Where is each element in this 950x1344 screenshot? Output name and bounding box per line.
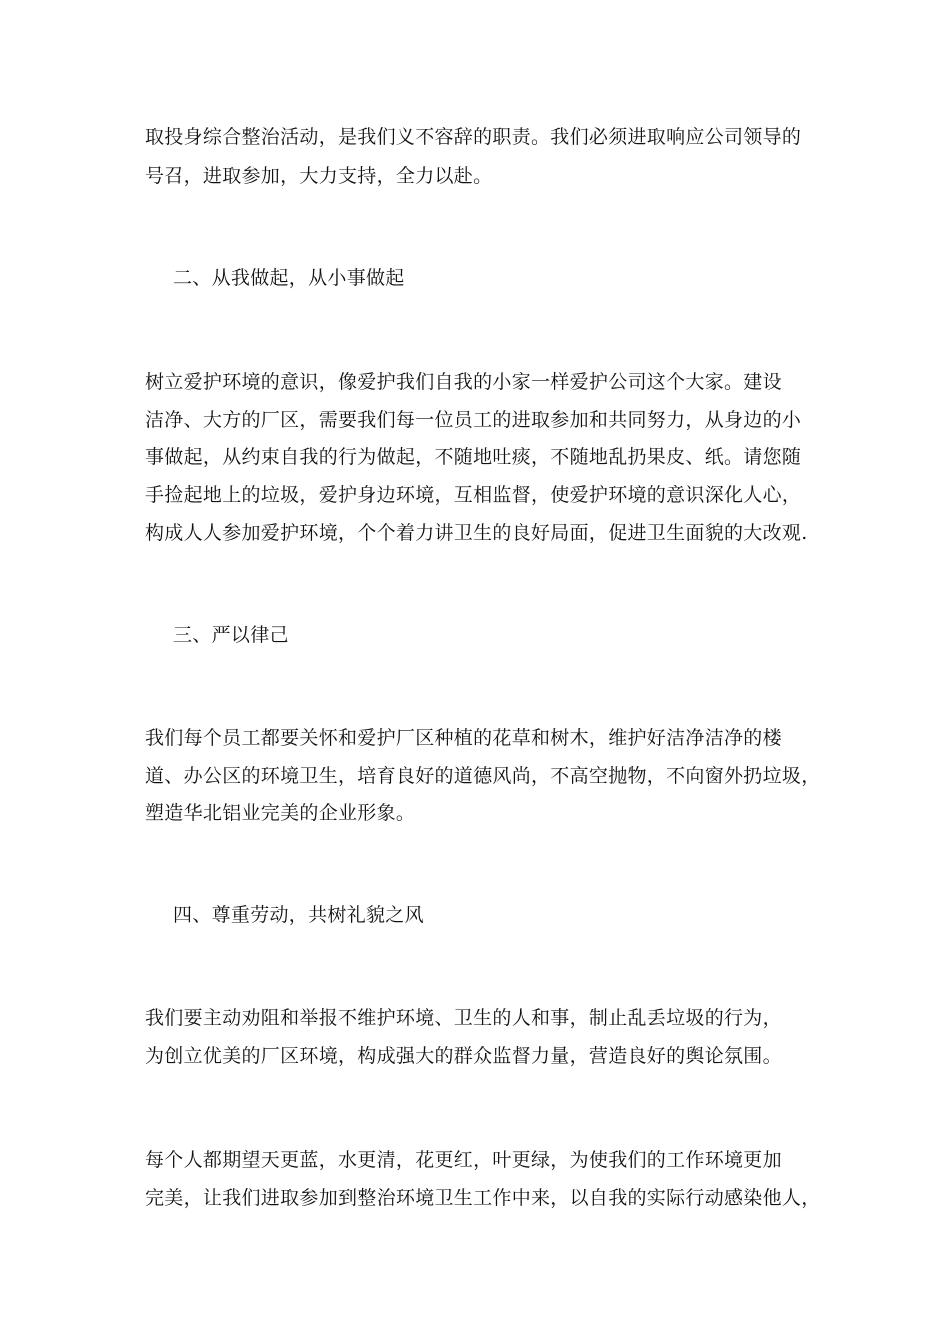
paragraph-5-line-2: 完美，让我们进取参加到整治环境卫生工作中来，以自我的实际行动感染他人， xyxy=(145,1187,821,1209)
paragraph-2-line-4: 手捡起地上的垃圾，爱护身边环境，互相监督，使爱护环境的意识深化人心， xyxy=(145,484,802,506)
paragraph-3-line-1: 我们每个员工都要关怀和爱护厂区种植的花草和树木，维护好洁净洁净的楼 xyxy=(145,727,782,749)
paragraph-1-line-1: 取投身综合整治活动，是我们义不容辞的职责。我们必须进取响应公司领导的 xyxy=(145,126,802,148)
paragraph-4-line-2: 为创立优美的厂区环境，构成强大的群众监督力量，营造良好的舆论氛围。 xyxy=(145,1045,782,1067)
paragraph-2-line-1: 树立爱护环境的意识，像爱护我们自我的小家一样爱护公司这个大家。建设 xyxy=(145,371,782,393)
section-heading-4: 四、尊重劳动，共树礼貌之风 xyxy=(173,904,424,926)
paragraph-1-line-2: 号召，进取参加，大力支持，全力以赴。 xyxy=(145,165,493,187)
paragraph-3-line-2: 道、办公区的环境卫生，培育良好的道德风尚，不高空抛物，不向窗外扔垃圾， xyxy=(145,765,821,787)
paragraph-2-line-2: 洁净、大方的厂区，需要我们每一位员工的进取参加和共同努力，从身边的小 xyxy=(145,409,802,431)
paragraph-5-line-1: 每个人都期望天更蓝，水更清，花更红，叶更绿，为使我们的工作环境更加 xyxy=(145,1149,782,1171)
paragraph-4-line-1: 我们要主动劝阻和举报不维护环境、卫生的人和事，制止乱丢垃圾的行为， xyxy=(145,1007,782,1029)
paragraph-3-line-3: 塑造华北铝业完美的企业形象。 xyxy=(145,802,416,824)
section-heading-2: 二、从我做起，从小事做起 xyxy=(173,267,405,289)
paragraph-2-line-3: 事做起，从约束自我的行为做起，不随地吐痰，不随地乱扔果皮、纸。请您随 xyxy=(145,446,802,468)
section-heading-3: 三、严以律己 xyxy=(173,624,289,646)
paragraph-2-line-5: 构成人人参加爱护环境，个个着力讲卫生的良好局面，促进卫生面貌的大改观. xyxy=(145,522,808,544)
